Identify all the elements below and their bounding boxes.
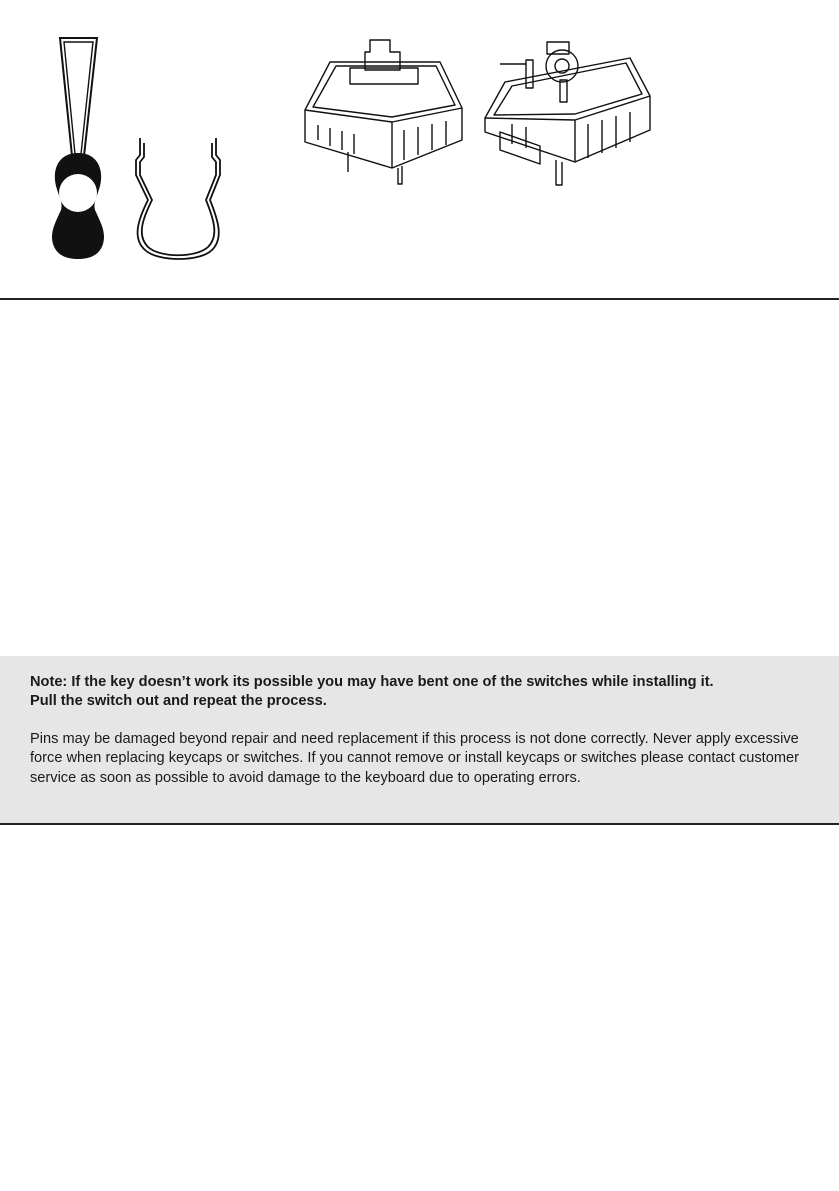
bottom-divider (0, 823, 839, 825)
note-line-2: Pull the switch out and repeat the process. (30, 693, 327, 709)
note-text (30, 673, 790, 711)
switch-puller-icon (136, 138, 220, 259)
tools-illustration (0, 0, 839, 300)
note-line-1: Note: If the key doesn’t work its possible you may have bent one of the switches while installing it. (30, 674, 714, 690)
keycap-puller-icon (52, 38, 104, 259)
mechanical-switch-icon (305, 40, 462, 184)
top-divider (0, 298, 839, 300)
warning-text: Pins may be damaged beyond repair and need replacement if this process is not done correctly. Never apply excessive force when replacing keycaps or switches. If you cannot remove or install keycaps or switches please contact customer service as soon as possible to avoid damage to the keyboard due to operating errors. (30, 731, 799, 786)
mechanical-switch-pins-icon (485, 42, 650, 185)
